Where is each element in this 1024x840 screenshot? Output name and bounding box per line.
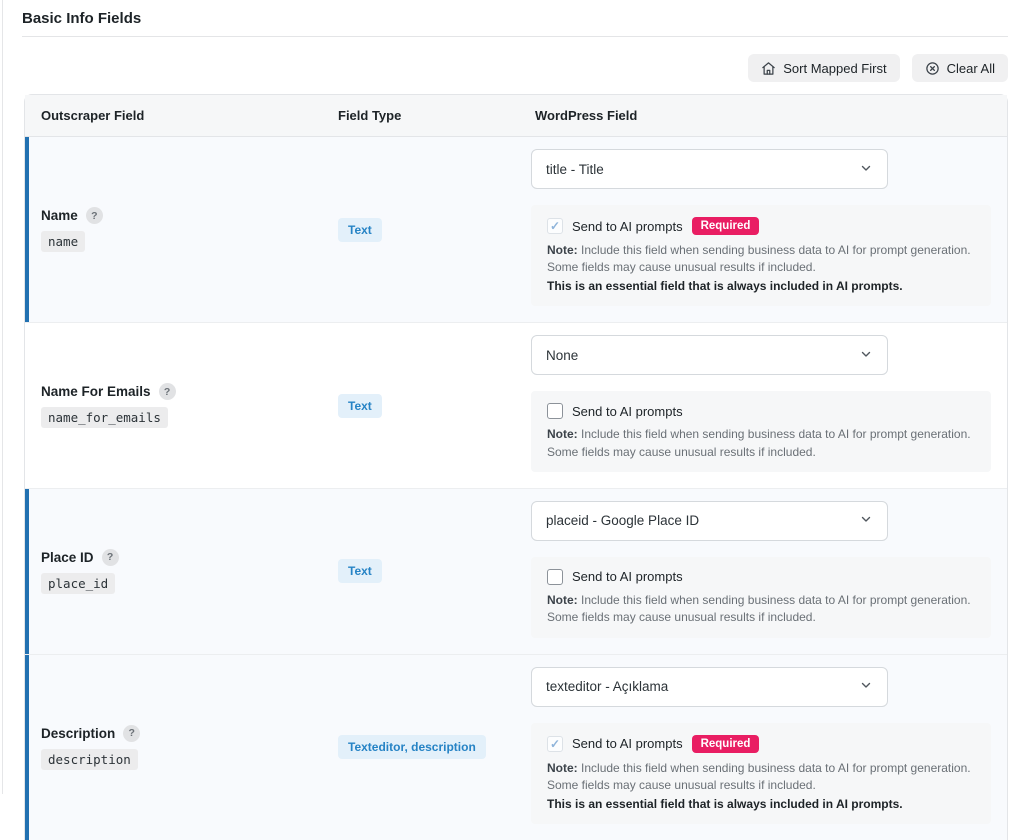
- outscraper-field-cell: [25, 137, 322, 322]
- field-type-badge: Text: [338, 218, 382, 242]
- field-key-chip: description: [41, 749, 138, 770]
- field-type-cell: [322, 323, 519, 488]
- selected-option: title - Title: [546, 161, 604, 177]
- selected-option: None: [546, 347, 579, 363]
- field-type-badge: Texteditor, description: [338, 735, 486, 759]
- ai-prompt-note-box: [531, 557, 991, 638]
- ai-prompt-note-box: [531, 205, 991, 306]
- clear-all-label: Clear All: [946, 60, 995, 76]
- help-icon[interactable]: ?: [86, 207, 103, 224]
- essential-field-text: This is an essential field that is always included in AI prompts.: [547, 796, 903, 811]
- header-field-type: Field Type: [338, 108, 402, 123]
- note-label: Note:: [547, 427, 578, 442]
- table-row-description: [25, 654, 1007, 840]
- clear-all-button[interactable]: [912, 54, 1008, 82]
- circle-x-icon: [925, 61, 940, 76]
- field-key-chip: name: [41, 231, 85, 252]
- chevron-down-icon: [859, 512, 873, 529]
- help-icon[interactable]: ?: [123, 725, 140, 742]
- send-to-ai-label: Send to AI prompts: [572, 403, 683, 419]
- note-label: Note:: [547, 243, 578, 257]
- note-label: Note:: [547, 592, 578, 607]
- note-text: Note: Include this field when sending business data to AI for prompt generation. Some fields may cause unusual results if included.: [547, 427, 971, 459]
- outscraper-field-cell: [25, 323, 322, 488]
- page-title: Basic Info Fields: [22, 10, 142, 27]
- field-label: Description: [41, 725, 116, 741]
- wordpress-field-select[interactable]: [531, 667, 888, 707]
- selected-option: texteditor - Açıklama: [546, 679, 669, 695]
- wordpress-field-select[interactable]: [531, 149, 888, 189]
- required-badge: Required: [692, 735, 760, 753]
- ai-prompt-note-box: [531, 723, 991, 824]
- field-key-chip: place_id: [41, 573, 115, 594]
- send-to-ai-checkbox[interactable]: [547, 403, 563, 419]
- chevron-down-icon: [859, 347, 873, 364]
- field-mapping-table: [24, 94, 1008, 840]
- field-label: Name For Emails: [41, 384, 151, 400]
- ai-prompt-note-box: [531, 391, 991, 472]
- help-icon[interactable]: ?: [102, 549, 119, 566]
- field-type-cell: [322, 137, 519, 322]
- send-to-ai-checkbox[interactable]: [547, 736, 563, 752]
- essential-field-text: This is an essential field that is always included in AI prompts.: [547, 278, 903, 293]
- chevron-down-icon: [859, 161, 873, 178]
- field-key-chip: name_for_emails: [41, 407, 168, 428]
- required-badge: Required: [692, 217, 760, 235]
- outscraper-field-cell: [25, 655, 322, 840]
- send-to-ai-label: Send to AI prompts: [572, 736, 683, 752]
- table-header: [25, 95, 1007, 137]
- note-text: Note: Include this field when sending business data to AI for prompt generation. Some fields may cause unusual results if included.: [547, 592, 971, 625]
- send-to-ai-label: Send to AI prompts: [572, 569, 683, 585]
- send-to-ai-checkbox[interactable]: [547, 569, 563, 585]
- wordpress-field-select[interactable]: [531, 501, 888, 541]
- table-row-name-for-emails: [25, 322, 1007, 488]
- field-label: Name: [41, 208, 78, 224]
- note-text: Note: Include this field when sending business data to AI for prompt generation. Some fields may cause unusual results if included.: [547, 760, 971, 793]
- wordpress-field-cell: [519, 655, 1007, 840]
- field-type-cell: [322, 655, 519, 840]
- field-type-badge: Text: [338, 394, 382, 418]
- send-to-ai-label: Send to AI prompts: [572, 218, 683, 234]
- outscraper-field-cell: [25, 489, 322, 654]
- send-to-ai-checkbox[interactable]: [547, 218, 563, 234]
- field-type-badge: Text: [338, 559, 382, 583]
- title-divider: [22, 36, 1008, 37]
- sort-mapped-first-button[interactable]: [748, 54, 899, 82]
- content-left-edge: [2, 0, 3, 794]
- wordpress-field-cell: [519, 489, 1007, 654]
- help-icon[interactable]: ?: [159, 383, 176, 400]
- wordpress-field-cell: [519, 323, 1007, 488]
- table-row-name: [25, 137, 1007, 322]
- note-text: Note: Include this field when sending business data to AI for prompt generation. Some fields may cause unusual results if included.: [547, 243, 971, 275]
- field-label: Place ID: [41, 549, 94, 565]
- field-type-cell: [322, 489, 519, 654]
- sort-mapped-first-label: Sort Mapped First: [783, 60, 887, 76]
- table-row-place-id: [25, 488, 1007, 654]
- selected-option: placeid - Google Place ID: [546, 513, 700, 529]
- home-icon: [761, 61, 776, 76]
- note-label: Note:: [547, 760, 578, 775]
- toolbar: [22, 54, 1008, 82]
- chevron-down-icon: [859, 678, 873, 695]
- header-outscraper-field: Outscraper Field: [41, 108, 145, 123]
- header-wordpress-field: WordPress Field: [535, 108, 638, 123]
- wordpress-field-cell: [519, 137, 1007, 322]
- wordpress-field-select[interactable]: [531, 335, 888, 375]
